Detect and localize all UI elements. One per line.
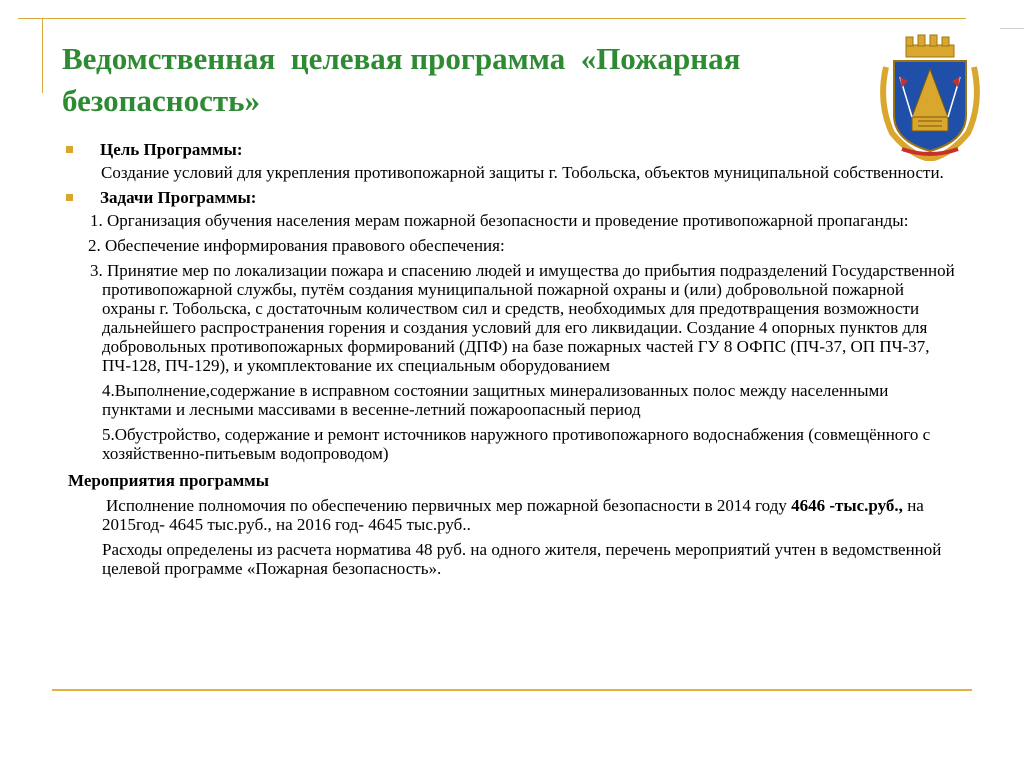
goal-text: Создание условий для укрепления противопожарной защиты г. Тобольска, объектов муниципальной собственности. (101, 163, 944, 182)
left-accent-line (42, 18, 43, 93)
measures-funding-after: на 2015год- 4645 тыс.руб., на 2016 год- 4645 тыс.руб.. (102, 496, 924, 534)
task-item-1: 1. Организация обучения населения мерам пожарной безопасности и проведение противопожарной пропаганды: (90, 211, 909, 230)
bottom-divider (52, 689, 972, 691)
tasks-heading-row (60, 188, 960, 207)
measures-funding-amount: 4646 -тыс.руб., (791, 496, 903, 515)
corner-tick (1000, 28, 1024, 29)
measures-funding-text (60, 496, 960, 534)
measures-heading: Мероприятия программы (68, 471, 270, 490)
task-item-2: 2. Обеспечение информирования правового обеспечения: (88, 236, 505, 255)
bullet-square-icon (66, 194, 73, 201)
slide-body (60, 136, 960, 580)
top-divider (18, 18, 966, 19)
slide-title: Ведомственная целевая программа «Пожарная безопасность» (62, 41, 749, 118)
task-item-3: 3. Принятие мер по локализации пожара и спасению людей и имущества до прибытия подразделений Государственной противопожарной службы, путём создания муниципальной пожарной охраны и (или) добровольной пожарной охраны г. Тобольска, с достаточным количеством сил и средств, необходимых для предотвращения возможности дальнейшего распространения горения и создания условий для его ликвидации. Создание 4 опорных пунктов для добровольных противопожарных формирований (ДПФ) на базе пожарных частей ГУ 8 ОФПС (ПЧ-37, ОП ПЧ-37, ПЧ-128, ПЧ-129), и укомплектование их специальным оборудованием (90, 261, 955, 375)
task-item-5: 5.Обустройство, содержание и ремонт источников наружного противопожарного водоснабжения (совмещённого с хозяйственно-питьевым водопроводом) (102, 425, 931, 463)
goal-heading-row (60, 140, 960, 159)
goal-heading: Цель Программы: (100, 140, 243, 159)
bullet-square-icon (66, 146, 73, 153)
task-item-4: 4.Выполнение,содержание в исправном состоянии защитных минерализованных полос между населенными пунктами и лесными массивами в весенне-летний пожароопасный период (102, 381, 889, 419)
measures-funding-before: Исполнение полномочия по обеспечению первичных мер пожарной безопасности в 2014 году (106, 496, 792, 515)
tasks-heading: Задачи Программы: (100, 188, 257, 207)
measures-cost-text: Расходы определены из расчета норматива 48 руб. на одного жителя, перечень мероприятий учтен в ведомственной целевой программе «Пожарная безопасность». (102, 540, 942, 578)
